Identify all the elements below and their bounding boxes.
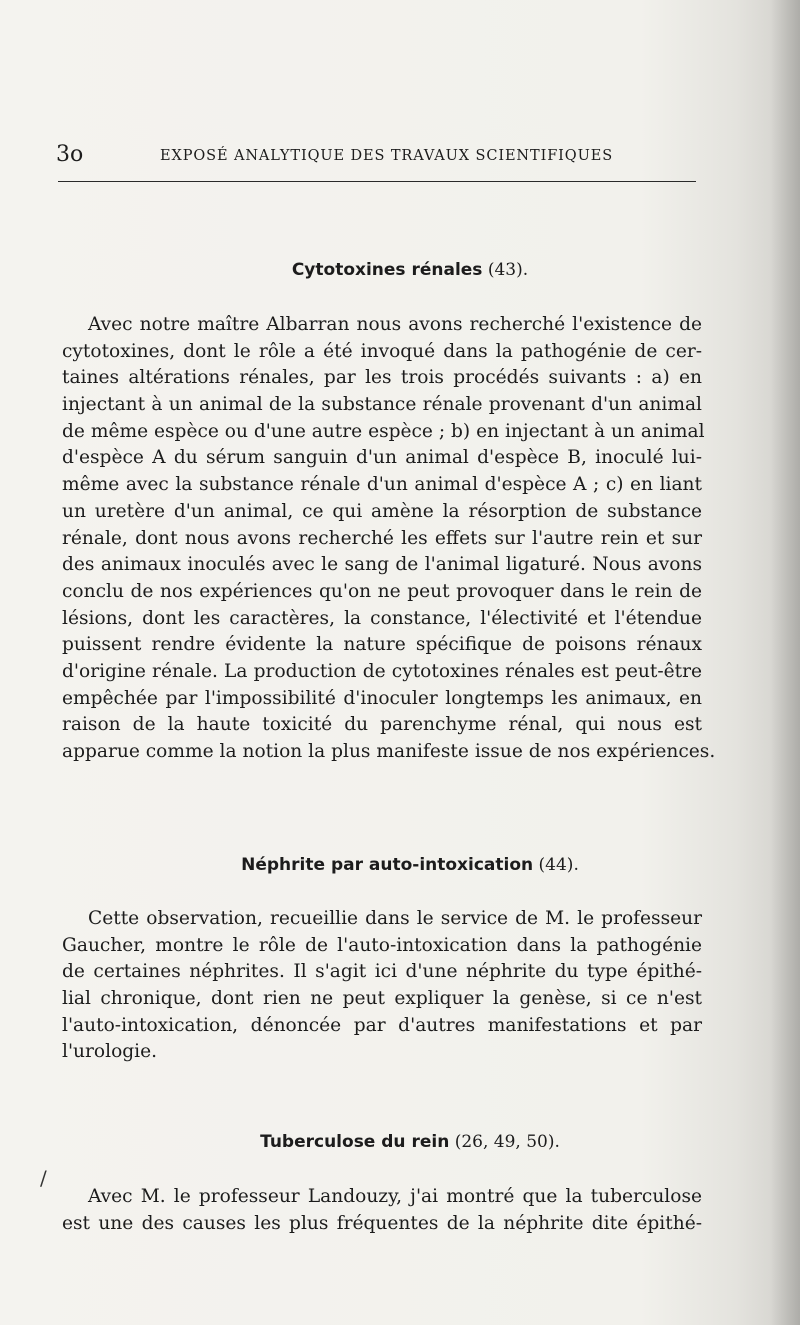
running-title: EXPOSÉ ANALYTIQUE DES TRAVAUX SCIENTIFIQUES bbox=[160, 148, 614, 164]
text-line: puissent rendre évidente la nature spécifique de poisons rénaux bbox=[62, 634, 702, 656]
running-head bbox=[56, 140, 696, 170]
section-heading-nephrite bbox=[60, 851, 760, 879]
section-heading-tuberculose bbox=[60, 1128, 760, 1156]
text-line: lial chronique, dont rien ne peut expliquer la genèse, si ce n'est bbox=[62, 988, 702, 1010]
text-line: Cette observation, recueillie dans le service de M. le professeur bbox=[88, 908, 702, 929]
section-title: Cytotoxines rénales bbox=[291, 260, 483, 280]
paragraph-nephrite bbox=[62, 906, 702, 1066]
text-line: Gaucher, montre le rôle de l'auto-intoxication dans la pathogénie bbox=[62, 934, 702, 956]
text-line: empêchée par l'impossibilité d'inoculer longtemps les animaux, en bbox=[62, 687, 702, 709]
text-line: de certaines néphrites. Il s'agit ici d'une néphrite du type épithé- bbox=[62, 961, 702, 983]
text-line: injectant à un animal de la substance rénale provenant d'un animal bbox=[62, 394, 702, 416]
text-line: raison de la haute toxicité du parenchyme rénal, qui nous est bbox=[62, 714, 702, 736]
text-line: de même espèce ou d'une autre espèce ; b) en injectant à un animal bbox=[62, 420, 705, 442]
text-line: d'espèce A du sérum sanguin d'un animal d'espèce B, inoculé lui- bbox=[62, 447, 702, 469]
margin-pencil-mark: / bbox=[40, 1166, 47, 1190]
section-title: Néphrite par auto-intoxication bbox=[241, 855, 534, 875]
page-number: 3o bbox=[56, 142, 84, 167]
text-line: est une des causes les plus fréquentes de la néphrite dite épithé- bbox=[62, 1212, 702, 1234]
section-heading-cytotoxines bbox=[60, 256, 760, 284]
section-title: Tuberculose du rein bbox=[260, 1132, 450, 1152]
text-line: l'urologie. bbox=[62, 1041, 158, 1063]
text-line: cytotoxines, dont le rôle a été invoqué dans la pathogénie de cer- bbox=[62, 340, 702, 362]
text-line: apparue comme la notion la plus manifeste issue de nos expériences. bbox=[62, 741, 716, 762]
text-line: taines altérations rénales, par les trois procédés suivants : a) en bbox=[62, 367, 702, 389]
header-rule bbox=[58, 181, 696, 182]
text-line: même avec la substance rénale d'un animal d'espèce A ; c) en liant bbox=[62, 474, 702, 496]
text-line: Avec notre maître Albarran nous avons recherché l'existence de bbox=[88, 314, 702, 335]
paragraph-tuberculose bbox=[62, 1184, 702, 1237]
text-line: conclu de nos expériences qu'on ne peut provoquer dans le rein de bbox=[62, 580, 702, 602]
section-ref: (44). bbox=[538, 855, 579, 875]
section-ref: (43). bbox=[487, 260, 529, 280]
text-line: des animaux inoculés avec le sang de l'animal ligaturé. Nous avons bbox=[62, 554, 702, 576]
text-line: d'origine rénale. La production de cytotoxines rénales est peut-être bbox=[62, 660, 702, 682]
text-line: lésions, dont les caractères, la constance, l'électivité et l'étendue bbox=[62, 607, 702, 629]
text-line: rénale, dont nous avons recherché les effets sur l'autre rein et sur bbox=[62, 527, 702, 549]
section-ref: (26, 49, 50). bbox=[454, 1132, 560, 1152]
text-line: l'auto-intoxication, dénoncée par d'autres manifestations et par bbox=[62, 1014, 702, 1036]
page-edge-shadow bbox=[770, 0, 800, 1325]
text-line: Avec M. le professeur Landouzy, j'ai montré que la tuberculose bbox=[88, 1186, 702, 1207]
paragraph-cytotoxines bbox=[62, 312, 716, 766]
text-line: un uretère d'un animal, ce qui amène la résorption de substance bbox=[62, 500, 702, 522]
